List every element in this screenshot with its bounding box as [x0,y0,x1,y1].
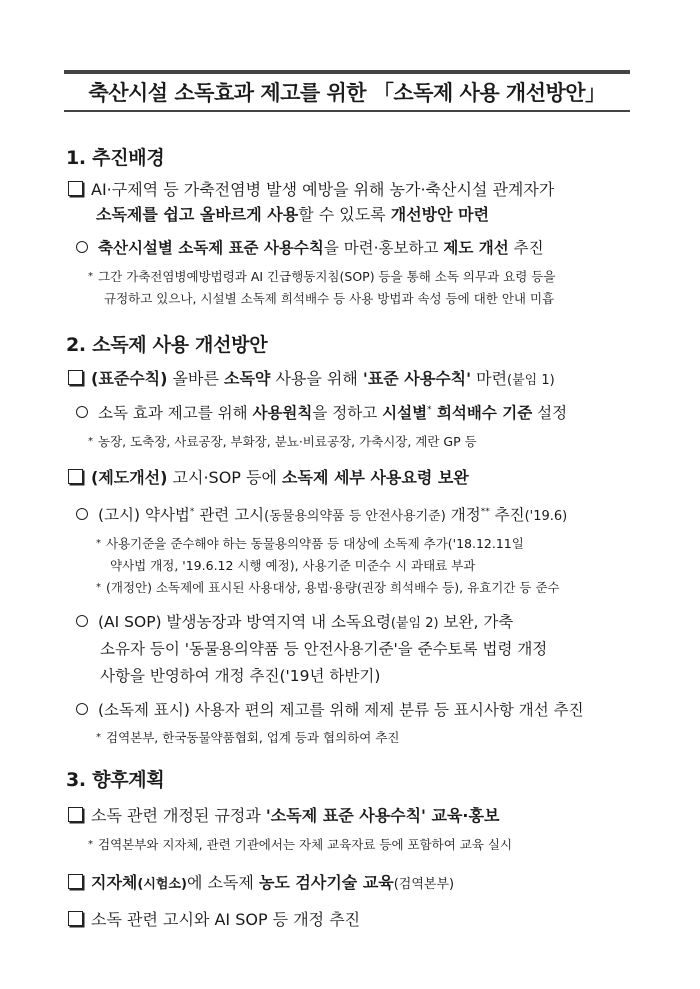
circle-item: (고시) 약사법* 관련 고시(동물용의약품 등 안전사용기준) 개정** 추진('19.6) [76,503,567,525]
checkbox-square-icon [68,807,83,822]
checkbox-square-icon [68,874,83,889]
checkbox-square-icon [68,370,83,385]
box-item: 소독 관련 고시와 AI SOP 등 개정 추진 [68,907,360,930]
box-item: 지자체(시험소)에 소독제 농도 검사기술 교육(검역본부) [68,870,454,893]
circle-item: 소독 효과 제고를 위해 사용원칙을 정하고 시설별* 희석배수 기준 설정 [76,401,567,423]
page-title: 축산시설 소독효과 제고를 위한 「소독제 사용 개선방안」 [88,81,606,105]
note-item: * 검역본부와 지자체, 관련 기관에서는 자체 교육자료 등에 포함하여 교육 실시 [88,837,513,852]
note-item-continued: 규정하고 있으나, 시설별 소독제 희석배수 등 사용 방법과 속성 등에 대한 안내 미흡 [104,291,555,306]
checkbox-square-icon [68,911,83,926]
note-item-continued: 약사법 개정, '19.6.12 시행 예정), 사용기준 미준수 시 과태료 부과 [110,558,476,573]
circle-bullet-icon [76,406,88,418]
box-item: (표준수칙) 올바른 소독약 사용을 위해 '표준 사용수칙' 마련(붙임 1) [68,366,555,389]
asterisk-icon: * [96,582,101,593]
note-item: * (개정안) 소독제에 표시된 사용대상, 용법·용량(권장 희석배수 등), 유효기간 등 준수 [96,580,560,595]
box-item: (제도개선) 고시·SOP 등에 소독제 세부 사용요령 보완 [68,465,469,488]
note-item: * 그간 가축전염병예방법령과 AI 긴급행동지침(SOP) 등을 통해 소독 의무과 요령 등을 [88,269,556,284]
asterisk-icon: * [96,732,101,743]
section-heading-3: 3. 향후계획 [66,769,165,791]
circle-bullet-icon [76,508,88,520]
note-item: * 검역본부, 한국동물약품협회, 업계 등과 협의하여 추진 [96,730,400,745]
asterisk-icon: * [96,538,101,549]
circle-item-continued: 소유자 등이 '동물용의약품 등 안전사용기준'을 준수토록 법령 개정 [100,640,548,658]
circle-item: 축산시설별 소독제 표준 사용수칙을 마련·홍보하고 제도 개선 추진 [76,236,544,258]
box-item: 소독 관련 개정된 규정과 '소독제 표준 사용수칙' 교육·홍보 [68,803,499,826]
asterisk-icon: * [88,436,93,447]
box-item-continued: 소독제를 쉽고 올바르게 사용할 수 있도록 개선방안 마련 [96,205,490,224]
section-heading-1: 1. 추진배경 [66,147,165,169]
box-item: AI·구제역 등 가축전염병 발생 예방을 위해 농가·축산시설 관계자가 [68,177,554,200]
checkbox-square-icon [68,469,83,484]
section-heading-2: 2. 소독제 사용 개선방안 [66,334,268,356]
note-item: * 농장, 도축장, 사료공장, 부화장, 분뇨·비료공장, 가축시장, 계란 GP 등 [88,434,477,449]
note-item: * 사용기준을 준수해야 하는 동물용의약품 등 대상에 소독제 추가('18.12.11일 [96,536,524,551]
circle-bullet-icon [76,703,88,715]
circle-item: (AI SOP) 발생농장과 방역지역 내 소독요령(붙임 2) 보완, 가축 [76,610,513,632]
circle-bullet-icon [76,615,88,627]
circle-item-continued: 사항을 반영하여 개정 추진('19년 하반기) [100,667,381,685]
checkbox-square-icon [68,181,83,196]
asterisk-icon: * [88,271,93,282]
circle-bullet-icon [76,241,88,253]
asterisk-icon: * [88,839,93,850]
title-box [64,70,630,112]
circle-item: (소독제 표시) 사용자 편의 제고를 위해 제제 분류 등 표시사항 개선 추진 [76,698,584,720]
